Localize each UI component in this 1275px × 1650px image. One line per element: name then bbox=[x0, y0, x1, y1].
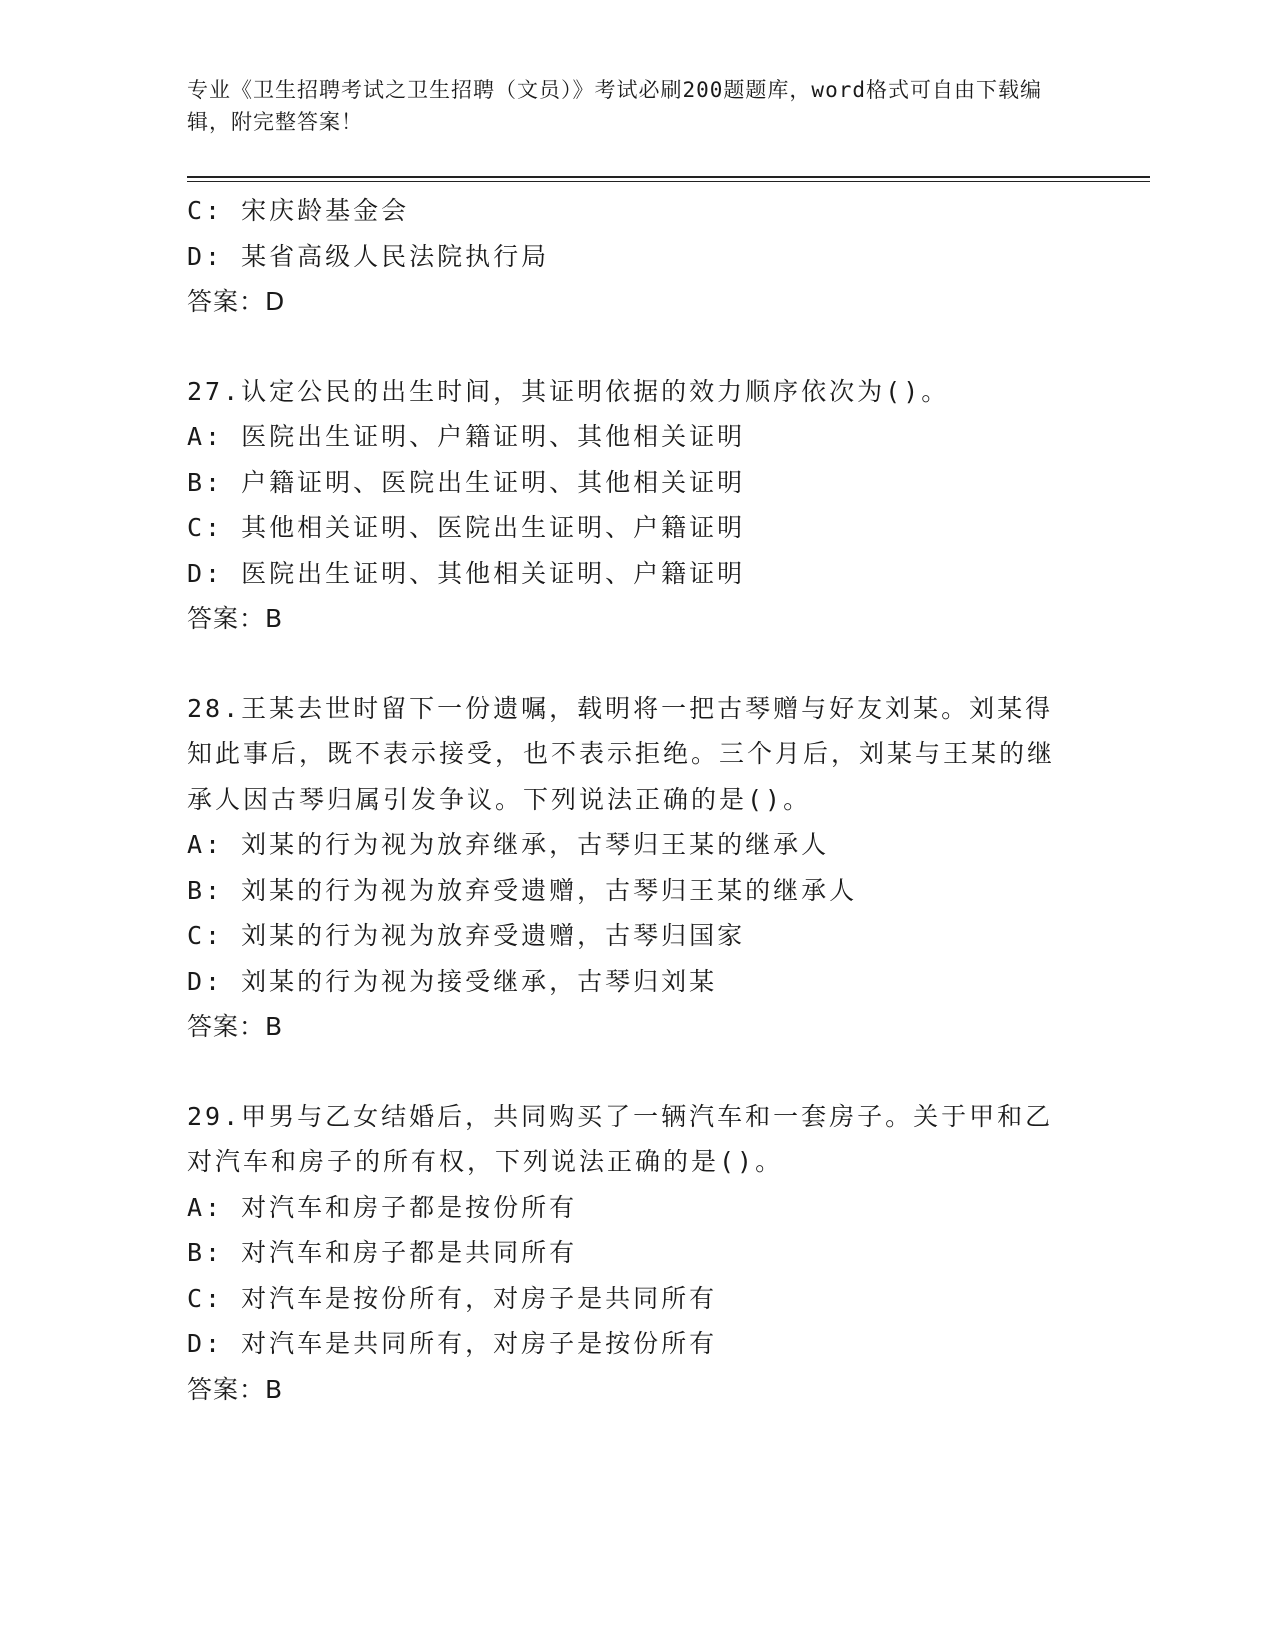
option-d: D: 医院出生证明、其他相关证明、户籍证明 bbox=[187, 558, 746, 588]
question-29 bbox=[187, 1094, 1087, 1413]
option-d: D: 某省高级人民法院执行局 bbox=[187, 241, 550, 271]
option-a: A: 医院出生证明、户籍证明、其他相关证明 bbox=[187, 422, 746, 451]
option-c: C: 其他相关证明、医院出生证明、户籍证明 bbox=[187, 513, 746, 542]
option-b: B: 户籍证明、医院出生证明、其他相关证明 bbox=[187, 467, 746, 497]
option-c: C: 刘某的行为视为放弃受遗赠，古琴归国家 bbox=[187, 921, 746, 950]
option-c: C: 对汽车是按份所有，对房子是共同所有 bbox=[187, 1283, 718, 1313]
option-d: D: 对汽车是共同所有，对房子是按份所有 bbox=[187, 1329, 718, 1358]
answer-line: 答案：B bbox=[187, 1374, 284, 1404]
option-a: A: 刘某的行为视为放弃继承，古琴归王某的继承人 bbox=[187, 830, 830, 859]
question-stem: 27.认定公民的出生时间，其证明依据的效力顺序依次为()。 bbox=[187, 376, 950, 406]
answer-line: 答案：B bbox=[187, 604, 284, 633]
question-list bbox=[187, 188, 1087, 1412]
option-b: B: 对汽车和房子都是共同所有 bbox=[187, 1238, 578, 1267]
question-gap bbox=[187, 1050, 1087, 1094]
question-gap bbox=[187, 325, 1087, 369]
option-a: A: 对汽车和房子都是按份所有 bbox=[187, 1192, 578, 1222]
document-header: 专业《卫生招聘考试之卫生招聘（文员）》考试必刷200题题库，word格式可自由下载编辑，附完整答案！ bbox=[187, 78, 1042, 134]
option-b: B: 刘某的行为视为放弃受遗赠，古琴归王某的继承人 bbox=[187, 875, 858, 905]
question-27 bbox=[187, 369, 1087, 642]
answer-line: 答案：B bbox=[187, 1012, 284, 1041]
question-gap bbox=[187, 642, 1087, 686]
option-d: D: 刘某的行为视为接受继承，古琴归刘某 bbox=[187, 966, 718, 996]
previous-question-tail bbox=[187, 188, 1087, 325]
question-28 bbox=[187, 686, 1087, 1050]
answer-line: 答案：D bbox=[187, 287, 286, 316]
option-c: C: 宋庆龄基金会 bbox=[187, 196, 410, 225]
header-divider bbox=[187, 176, 1150, 182]
question-stem: 29.甲男与乙女结婚后，共同购买了一辆汽车和一套房子。关于甲和乙对汽车和房子的所有权，下列说法正确的是()。 bbox=[187, 1101, 1054, 1176]
question-stem: 28.王某去世时留下一份遗嘱，载明将一把古琴赠与好友刘某。刘某得知此事后，既不表示接受，也不表示拒绝。三个月后，刘某与王某的继承人因古琴归属引发争议。下列说法正确的是()。 bbox=[187, 693, 1056, 814]
